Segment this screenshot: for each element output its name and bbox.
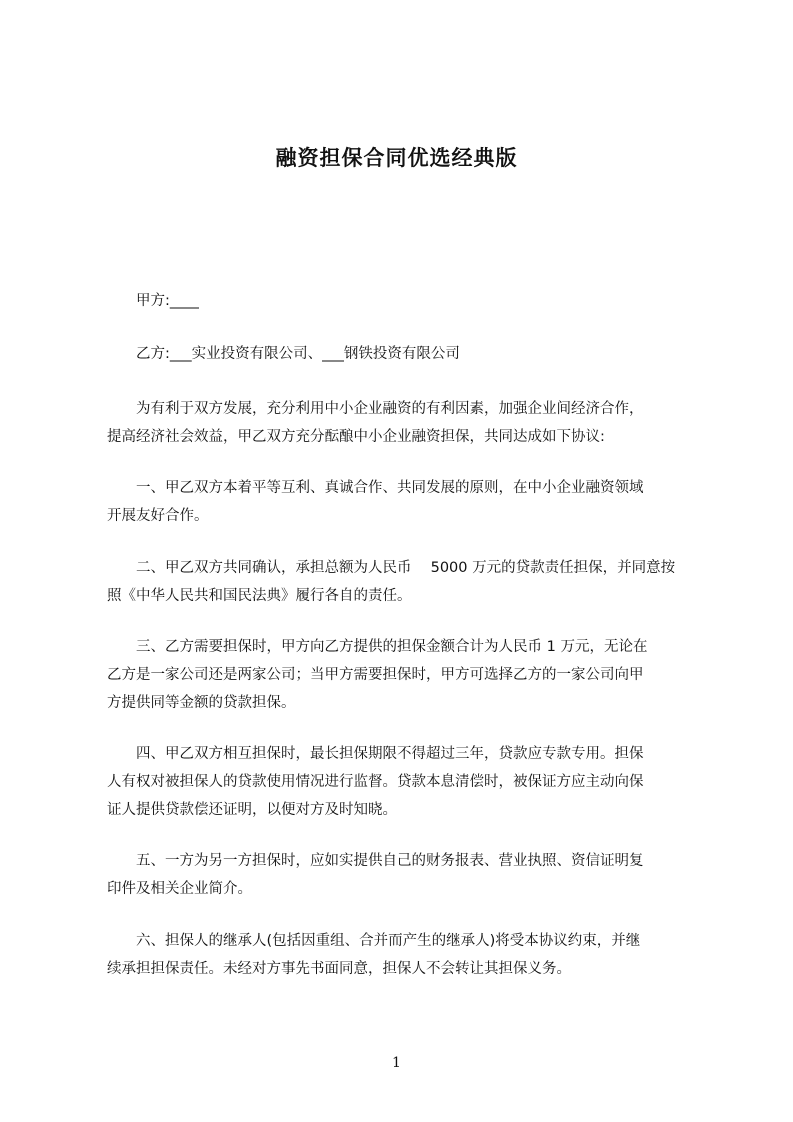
party-b-text: 乙方:___实业投资有限公司、___钢铁投资有限公司	[136, 346, 460, 362]
paragraph-preamble	[107, 395, 727, 451]
paragraph-line: 三、乙方需要担保时，甲方向乙方提供的担保金额合计为人民币 1 万元，无论在	[136, 639, 648, 655]
paragraph-line: 为有利于双方发展，充分利用中小企业融资的有利因素，加强企业间经济合作，	[136, 401, 644, 417]
paragraph-clause-1	[107, 474, 727, 530]
party-a-line	[107, 287, 727, 315]
paragraph-line: 照《中华人民共和国民法典》履行各自的责任。	[107, 588, 412, 604]
paragraph-clause-3	[107, 633, 727, 717]
paragraph-line: 四、甲乙双方相互担保时，最长担保期限不得超过三年，贷款应专款专用。担保	[136, 746, 644, 762]
party-b-line	[107, 340, 727, 368]
paragraph-line: 开展友好合作。	[107, 508, 209, 524]
paragraph-line: 证人提供贷款偿还证明，以便对方及时知晓。	[107, 802, 397, 818]
paragraph-line: 续承担担保责任。未经对方事先书面同意，担保人不会转让其担保义务。	[107, 961, 571, 977]
paragraph-line: 一、甲乙双方本着平等互利、真诚合作、共同发展的原则，在中小企业融资领域	[136, 480, 644, 496]
page-number: 1	[392, 1055, 401, 1071]
paragraph-clause-6	[107, 927, 727, 983]
paragraph-clause-5	[107, 847, 727, 903]
paragraph-line: 二、甲乙双方共同确认，承担总额为人民币 5000 万元的贷款责任担保，并同意按	[136, 560, 676, 576]
paragraph-line: 乙方是一家公司还是两家公司；当甲方需要担保时，甲方可选择乙方的一家公司向甲	[107, 667, 644, 683]
paragraph-line: 印件及相关企业简介。	[107, 881, 252, 897]
document-title: 融资担保合同优选经典版	[275, 146, 518, 170]
paragraph-line: 六、担保人的继承人(包括因重组、合并而产生的继承人)将受本协议约束，并继	[136, 933, 641, 949]
paragraph-line: 方提供同等金额的贷款担保。	[107, 695, 296, 711]
paragraph-clause-2	[107, 554, 727, 610]
party-a-text: 甲方:____	[136, 293, 199, 309]
paragraph-line: 人有权对被担保人的贷款使用情况进行监督。贷款本息清偿时，被保证方应主动向保	[107, 774, 644, 790]
paragraph-line: 提高经济社会效益，甲乙双方充分酝酿中小企业融资担保，共同达成如下协议:	[107, 429, 605, 445]
paragraph-clause-4	[107, 740, 727, 824]
paragraph-line: 五、一方为另一方担保时，应如实提供自己的财务报表、营业执照、资信证明复	[136, 853, 644, 869]
